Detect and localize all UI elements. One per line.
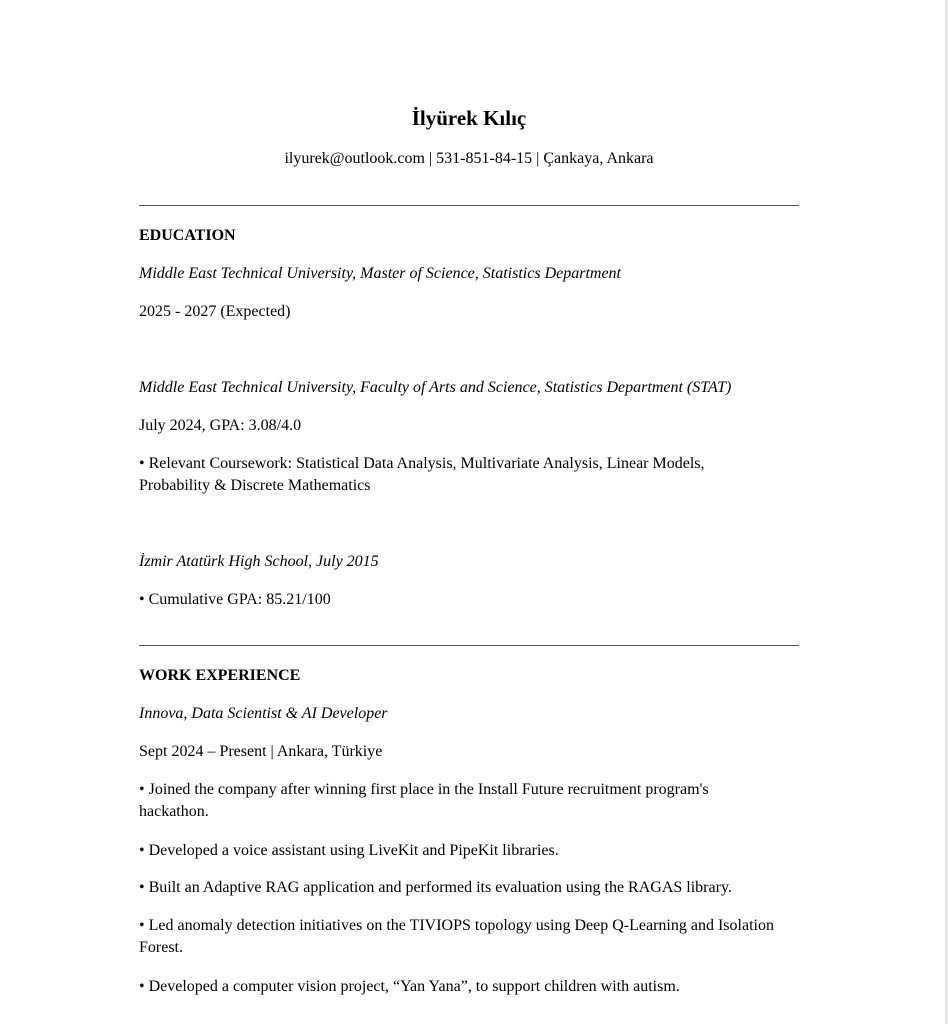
education-entry-dates: 2025 - 2027 (Expected): [139, 303, 291, 320]
work-dates: Sept 2024 – Present | Ankara, Türkiye: [139, 743, 383, 760]
education-entry-dates: July 2024, GPA: 3.08/4.0: [139, 417, 302, 434]
education-entry-bullet: • Relevant Coursework: Statistical Data Analysis, Multivariate Analysis, Linear Models, Probability & Discrete Mathematics: [139, 455, 705, 494]
education-heading: EDUCATION: [139, 227, 236, 244]
section-divider: [139, 645, 799, 646]
candidate-name: İlyürek Kılıç: [411, 106, 527, 130]
work-bullet: • Built an Adaptive RAG application and performed its evaluation using the RAGAS library.: [139, 879, 732, 896]
section-divider: [139, 205, 799, 206]
work-role: Innova, Data Scientist & AI Developer: [139, 705, 388, 722]
work-experience-heading: WORK EXPERIENCE: [139, 667, 301, 684]
work-bullet: • Developed a voice assistant using LiveKit and PipeKit libraries.: [139, 842, 559, 859]
work-bullet: • Joined the company after winning first place in the Install Future recruitment program's hackathon.: [139, 781, 709, 820]
contact-line: ilyurek@outlook.com | 531-851-84-15 | Çankaya, Ankara: [284, 150, 654, 167]
work-bullet: • Led anomaly detection initiatives on the TIVIOPS topology using Deep Q-Learning and Isolation Forest.: [139, 917, 774, 956]
resume-page: [139, 0, 799, 1024]
education-entry-institution: Middle East Technical University, Faculty of Arts and Science, Statistics Department (STAT): [139, 379, 732, 396]
education-entry-institution: Middle East Technical University, Master of Science, Statistics Department: [139, 265, 621, 282]
work-bullet: • Developed a computer vision project, “Yan Yana”, to support children with autism.: [139, 978, 680, 995]
education-entry-bullet: • Cumulative GPA: 85.21/100: [139, 591, 331, 608]
education-entry-institution: İzmir Atatürk High School, July 2015: [139, 553, 379, 570]
